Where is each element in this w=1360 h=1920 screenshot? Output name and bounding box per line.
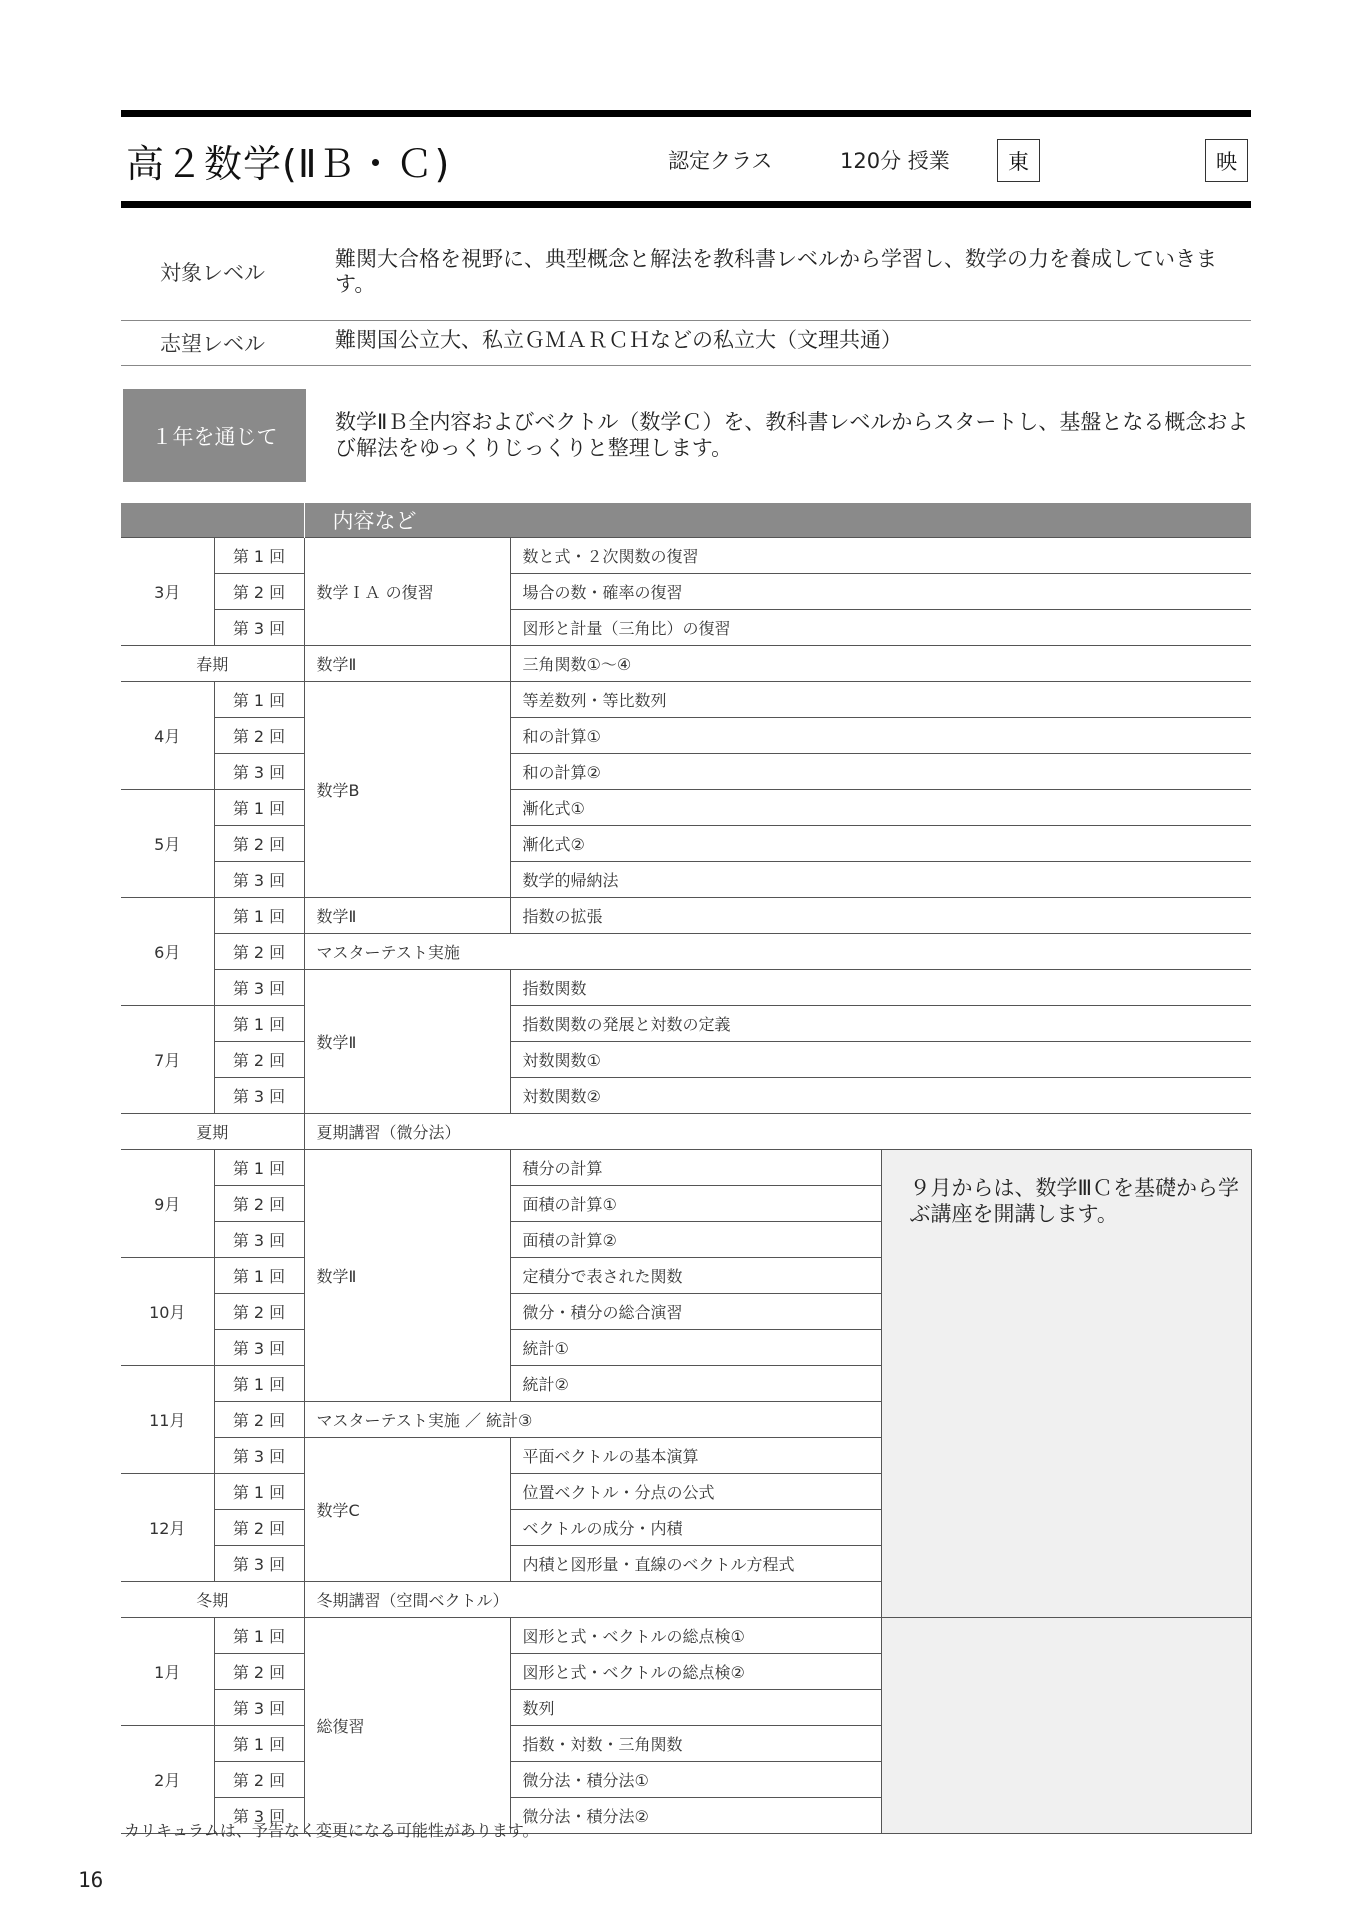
- session-label: 第 1 回: [214, 1006, 304, 1042]
- header-blank-cell: [121, 503, 304, 538]
- topic-cell: 面積の計算①: [510, 1186, 881, 1222]
- topic-cell: 和の計算②: [510, 754, 1251, 790]
- session-label: 第 3 回: [214, 970, 304, 1006]
- subject-cell: 冬期講習（空間ベクトル）: [304, 1582, 1251, 1618]
- table-row: [121, 1078, 1251, 1114]
- season-label: 春期: [121, 646, 304, 682]
- curriculum-table: [121, 503, 1252, 1834]
- math3c-note: ９月からは、数学ⅢＣを基礎から学ぶ講座を開講します。: [881, 1150, 1251, 1618]
- topic-cell: 統計②: [510, 1366, 881, 1402]
- subject-cell: 総復習: [304, 1618, 510, 1834]
- topic-cell: 統計①: [510, 1330, 881, 1366]
- table-row: [121, 1618, 1251, 1654]
- session-label: 第 2 回: [214, 1654, 304, 1690]
- topic-cell: 微分・積分の総合演習: [510, 1294, 881, 1330]
- aim-level-label: 志望レベル: [160, 332, 265, 356]
- table-row: [121, 538, 1251, 574]
- topic-cell: 定積分で表された関数: [510, 1258, 881, 1294]
- table-row: [121, 646, 1251, 682]
- session-label: 第 1 回: [214, 1726, 304, 1762]
- table-row: [121, 1042, 1251, 1078]
- session-label: 第 3 回: [214, 862, 304, 898]
- subject-cell: 夏期講習（微分法）: [304, 1114, 1251, 1150]
- session-label: 第 3 回: [214, 1078, 304, 1114]
- subject-cell: 数学Ⅱ: [304, 646, 510, 682]
- session-label: 第 3 回: [214, 754, 304, 790]
- session-label: 第 2 回: [214, 826, 304, 862]
- session-label: 第 2 回: [214, 574, 304, 610]
- month-label: 6月: [121, 898, 214, 1006]
- month-label: 1月: [121, 1618, 214, 1726]
- course-title: 高２数学(ⅡＢ・Ｃ): [126, 142, 451, 186]
- session-label: 第 1 回: [214, 682, 304, 718]
- topic-cell: 数列: [510, 1690, 881, 1726]
- topic-cell: 等差数列・等比数列: [510, 682, 1251, 718]
- lesson-time-label: 120分 授業: [840, 149, 950, 173]
- month-label: 4月: [121, 682, 214, 790]
- session-label: 第 1 回: [214, 538, 304, 574]
- aim-level-row: [121, 328, 1251, 358]
- page-number: 16: [78, 1868, 104, 1892]
- target-level-label: 対象レベル: [160, 261, 265, 285]
- table-row: [121, 898, 1251, 934]
- topic-cell: 微分法・積分法②: [510, 1798, 881, 1834]
- session-label: 第 3 回: [214, 1798, 304, 1834]
- topic-cell: 指数関数の発展と対数の定義: [510, 1006, 1251, 1042]
- month-label: 3月: [121, 538, 214, 646]
- topic-cell: 微分法・積分法①: [510, 1762, 881, 1798]
- table-row: [121, 718, 1251, 754]
- year-summary-label: １年を通じて: [123, 389, 306, 482]
- table-row: [121, 970, 1251, 1006]
- topic-cell: 漸化式②: [510, 826, 1251, 862]
- divider: [121, 320, 1251, 321]
- session-label: 第 1 回: [214, 898, 304, 934]
- session-label: 第 3 回: [214, 610, 304, 646]
- topic-cell: 平面ベクトルの基本演算: [510, 1438, 881, 1474]
- table-row: [121, 610, 1251, 646]
- divider: [121, 365, 1251, 366]
- month-label: 10月: [121, 1258, 214, 1366]
- topic-cell: 対数関数①: [510, 1042, 1251, 1078]
- table-row: [121, 682, 1251, 718]
- session-label: 第 2 回: [214, 1042, 304, 1078]
- table-row: [121, 574, 1251, 610]
- topic-cell: 図形と式・ベクトルの総点検①: [510, 1618, 881, 1654]
- session-label: 第 2 回: [214, 718, 304, 754]
- film-badge: 映: [1205, 139, 1248, 182]
- month-label: 7月: [121, 1006, 214, 1114]
- table-row: [121, 790, 1251, 826]
- month-label: 11月: [121, 1366, 214, 1474]
- session-label: 第 3 回: [214, 1438, 304, 1474]
- topic-cell: 場合の数・確率の復習: [510, 574, 1251, 610]
- footnote: カリキュラムは、予告なく変更になる可能性があります。: [124, 1821, 539, 1840]
- month-label: 5月: [121, 790, 214, 898]
- table-row: [121, 862, 1251, 898]
- topic-cell: 積分の計算: [510, 1150, 881, 1186]
- topic-cell: 内積と図形量・直線のベクトル方程式: [510, 1546, 881, 1582]
- session-label: 第 1 回: [214, 1258, 304, 1294]
- session-label: 第 1 回: [214, 1618, 304, 1654]
- session-label: 第 2 回: [214, 934, 304, 970]
- topic-cell: 数と式・２次関数の復習: [510, 538, 1251, 574]
- table-row: [121, 1150, 1251, 1186]
- session-label: 第 2 回: [214, 1402, 304, 1438]
- target-level-row: [121, 247, 1251, 307]
- session-label: 第 1 回: [214, 1150, 304, 1186]
- table-row: [121, 934, 1251, 970]
- session-label: 第 3 回: [214, 1222, 304, 1258]
- session-label: 第 3 回: [214, 1330, 304, 1366]
- session-label: 第 2 回: [214, 1762, 304, 1798]
- east-badge: 東: [997, 139, 1040, 182]
- topic-cell: 和の計算①: [510, 718, 1251, 754]
- subject-cell: 数学B: [304, 682, 510, 898]
- session-label: 第 1 回: [214, 1366, 304, 1402]
- topic-cell: ベクトルの成分・内積: [510, 1510, 881, 1546]
- session-label: 第 3 回: [214, 1546, 304, 1582]
- table-row: [121, 1114, 1251, 1150]
- table-row: [121, 1582, 1251, 1618]
- topic-cell: 漸化式①: [510, 790, 1251, 826]
- header-top-rule: [121, 110, 1251, 117]
- topic-cell: 指数関数: [510, 970, 1251, 1006]
- topic-cell: 位置ベクトル・分点の公式: [510, 1474, 881, 1510]
- subject-cell: 数学ＩＡ の復習: [304, 538, 510, 646]
- header-bottom-rule: [121, 201, 1251, 208]
- session-label: 第 2 回: [214, 1294, 304, 1330]
- class-type-label: 認定クラス: [668, 149, 773, 173]
- table-row: [121, 1006, 1251, 1042]
- season-label: 夏期: [121, 1114, 304, 1150]
- subject-cell: 数学C: [304, 1438, 510, 1582]
- topic-cell: 対数関数②: [510, 1078, 1251, 1114]
- aim-level-text: 難関国公立大、私立ＧＭＡＲＣＨなどの私立大（文理共通）: [335, 328, 902, 352]
- note-panel: [881, 1618, 1251, 1834]
- subject-cell: 数学Ⅱ: [304, 898, 510, 934]
- topic-cell: 図形と式・ベクトルの総点検②: [510, 1654, 881, 1690]
- table-row: [121, 754, 1251, 790]
- topic-cell: 図形と計量（三角比）の復習: [510, 610, 1251, 646]
- topic-cell: 数学的帰納法: [510, 862, 1251, 898]
- content-header: 内容など: [304, 503, 1251, 538]
- season-label: 冬期: [121, 1582, 304, 1618]
- topic-cell: 面積の計算②: [510, 1222, 881, 1258]
- month-label: 2月: [121, 1726, 214, 1834]
- table-row: [121, 826, 1251, 862]
- subject-cell: 数学Ⅱ: [304, 970, 510, 1114]
- session-label: 第 1 回: [214, 790, 304, 826]
- topic-cell: 指数・対数・三角関数: [510, 1726, 881, 1762]
- session-label: 第 2 回: [214, 1186, 304, 1222]
- session-label: 第 3 回: [214, 1690, 304, 1726]
- topic-cell: 指数の拡張: [510, 898, 1251, 934]
- year-summary-text: 数学ⅡＢ全内容およびベクトル（数学Ｃ）を、教科書レベルからスタートし、基盤となる概念および解法をゆっくりじっくりと整理します。: [335, 410, 1249, 460]
- subject-cell: マスターテスト実施 ／ 統計③: [304, 1402, 881, 1438]
- table-header-row: [121, 503, 1251, 538]
- session-label: 第 2 回: [214, 1510, 304, 1546]
- subject-cell: マスターテスト実施: [304, 934, 1251, 970]
- month-label: 9月: [121, 1150, 214, 1258]
- subject-cell: 数学Ⅱ: [304, 1150, 510, 1402]
- topic-cell: 三角関数①〜④: [510, 646, 1251, 682]
- session-label: 第 1 回: [214, 1474, 304, 1510]
- month-label: 12月: [121, 1474, 214, 1582]
- target-level-text: 難関大合格を視野に、典型概念と解法を教科書レベルから学習し、数学の力を養成していきます。: [335, 247, 1217, 296]
